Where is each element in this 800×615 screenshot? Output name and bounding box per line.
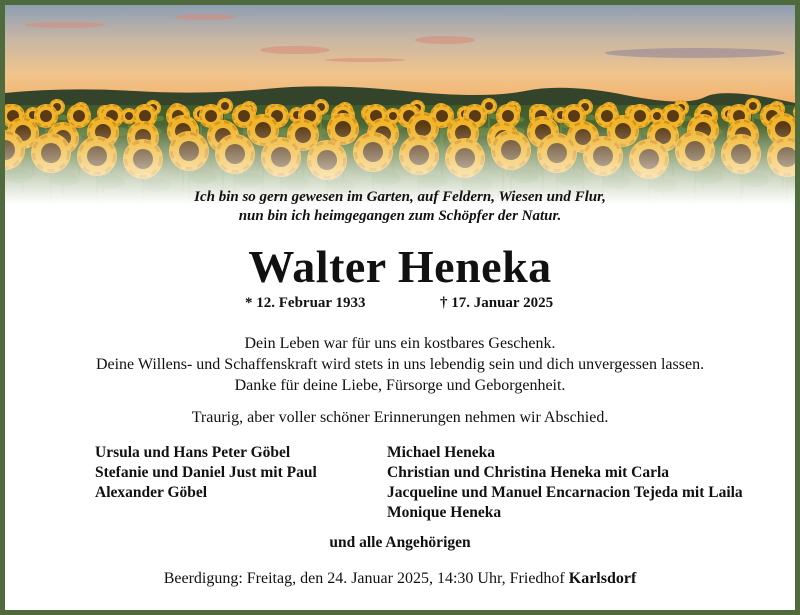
mourner-right-2: Christian und Christina Heneka mit Carla [387, 464, 670, 481]
sunflower-field-image [5, 5, 795, 205]
mourner-right-3: Jacqueline und Manuel Encarnacion Tejeda mit Laila [387, 484, 743, 501]
closing-line: und alle Angehörigen [329, 534, 471, 551]
death-date: † 17. Januar 2025 [440, 295, 554, 311]
tribute-line-1: Dein Leben war für uns ein kostbares Geschenk. [244, 335, 556, 352]
mourner-right-1: Michael Heneka [387, 444, 496, 461]
verse-line-1: Ich bin so gern gewesen im Garten, auf Feldern, Wiesen und Flur, [194, 189, 606, 205]
tribute-line-3: Danke für deine Liebe, Fürsorge und Geborgenheit. [234, 377, 566, 394]
sunflower-field-illustration [5, 5, 795, 205]
mourner-left-3: Alexander Göbel [95, 484, 208, 501]
sunflower [34, 104, 58, 128]
mourner-left-2: Stefanie und Daniel Just mit Paul [95, 464, 317, 481]
funeral-text: Beerdigung: Freitag, den 24. Januar 2025, 14:30 Uhr, Friedhof [163, 570, 569, 587]
funeral-info [5, 569, 795, 589]
verse-line-2: nun bin ich heimgegangen zum Schöpfer der Natur. [238, 208, 562, 224]
farewell-line: Traurig, aber voller schöner Erinnerungen nehmen wir Abschied. [191, 409, 609, 426]
mourner-right-4: Monique Heneka [387, 504, 502, 521]
funeral-place: Karlsdorf [568, 570, 637, 587]
deceased-name: Walter Heneka [248, 241, 552, 292]
birth-date: * 12. Februar 1933 [245, 295, 366, 311]
mourner-left-1: Ursula und Hans Peter Göbel [95, 444, 291, 461]
tribute-line-2: Deine Willens- und Schaffenskraft wird stets in uns lebendig sein und dich unvergessen lassen. [95, 356, 705, 373]
